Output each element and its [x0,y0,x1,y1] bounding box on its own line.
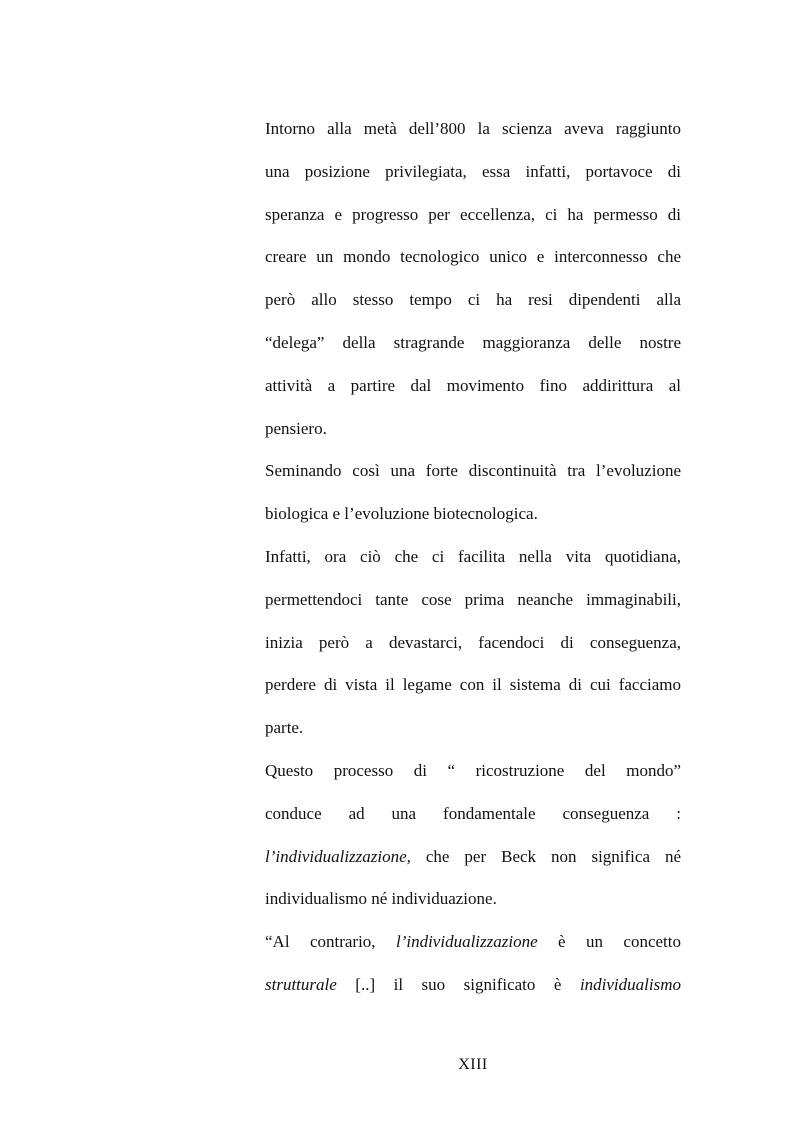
text-segment: “delega” della stragrande maggioranza delle nostre [265,332,681,352]
text-line [265,279,681,322]
text-line [265,151,681,194]
text-line [265,579,681,622]
text-line [265,878,681,921]
text-segment: Infatti, ora ciò che ci facilita nella vita quotidiana, [265,546,681,566]
text-segment: però allo stesso tempo ci ha resi dipendenti alla [265,290,681,310]
text-segment: inizia però a devastarci, facendoci di conseguenza, [265,632,681,652]
text-segment: individualismo né individuazione. [265,889,497,909]
text-segment: che per Beck non significa né [410,846,681,866]
text-segment: Intorno alla metà dell’800 la scienza aveva raggiunto [265,119,681,138]
page-number: XIII [458,1056,488,1073]
text-line [265,493,681,536]
text-line [265,707,681,750]
italic-text-segment: individualismo [579,974,681,994]
text-segment: pensiero. [265,418,327,438]
text-line [265,750,681,793]
text-segment: speranza e progresso per eccellenza, ci ha permesso di [265,204,681,224]
text-segment: Questo processo di “ ricostruzione del mondo” [265,760,681,780]
text-line [265,194,681,237]
text-line [265,921,681,964]
text-line [265,450,681,493]
text-line [265,964,681,1007]
text-segment: Seminando così una forte discontinuità tra l’evoluzione [265,461,681,481]
italic-text-segment: strutturale [265,974,337,994]
text-line [265,108,681,151]
text-segment: attività a partire dal movimento fino addirittura al [265,375,681,395]
text-segment: creare un mondo tecnologico unico e interconnesso che [265,247,681,267]
text-line [265,236,681,279]
text-line [265,365,681,408]
text-line [265,536,681,579]
text-line [265,622,681,665]
text-line [265,793,681,836]
body-text [265,108,681,1007]
text-segment: è un concetto [537,932,681,952]
text-line [265,322,681,365]
text-segment: permettendoci tante cose prima neanche immaginabili, [265,589,681,609]
italic-text-segment: l’individualizzazione [395,932,538,952]
text-line [265,408,681,451]
italic-text-segment: l’individualizzazione, [265,846,411,866]
text-segment: [..] il suo significato è [336,974,580,994]
text-line [265,836,681,879]
text-segment: perdere di vista il legame con il sistema di cui facciamo [265,675,681,695]
text-segment: conduce ad una fondamentale conseguenza : [265,803,681,823]
text-segment: una posizione privilegiata, essa infatti, portavoce di [265,161,681,181]
text-line [265,664,681,707]
text-segment: parte. [265,718,304,738]
text-segment: biologica e l’evoluzione biotecnologica. [265,504,538,524]
text-segment: “Al contrario, [265,932,396,952]
